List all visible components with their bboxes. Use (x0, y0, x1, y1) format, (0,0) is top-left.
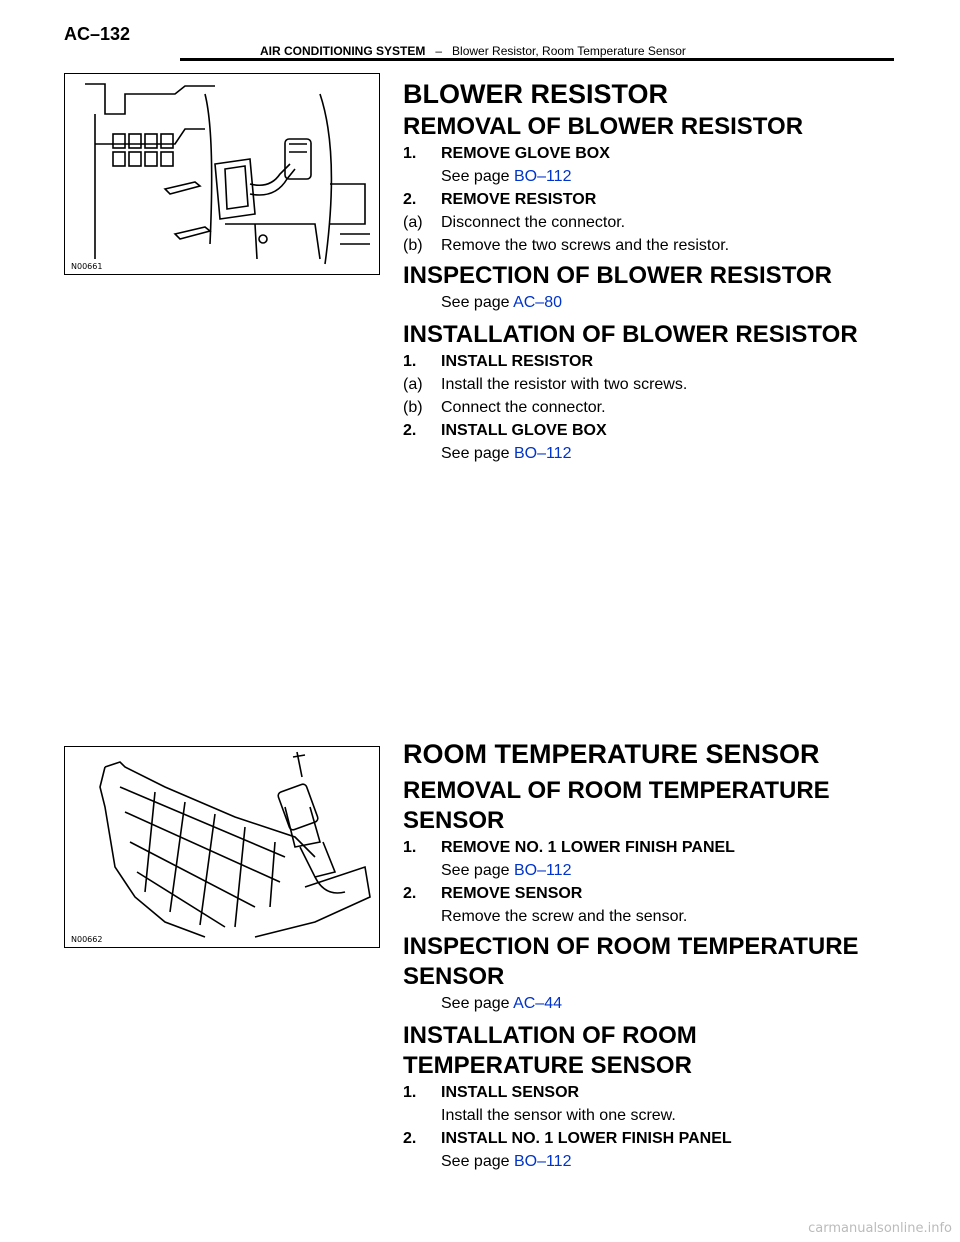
step-text: INSTALL NO. 1 LOWER FINISH PANEL (441, 1130, 732, 1147)
see-page (403, 992, 903, 1015)
header-rule (180, 58, 894, 61)
installation-heading: INSTALLATION OF ROOM (403, 1022, 697, 1049)
see-page (403, 165, 903, 188)
page-link[interactable]: AC–44 (513, 995, 562, 1012)
step-2 (403, 882, 903, 905)
step-2 (403, 1127, 903, 1150)
substep-text: Remove the two screws and the resistor. (441, 237, 730, 254)
see-page-label: See page (441, 1153, 514, 1170)
step-number: 1. (403, 1084, 417, 1101)
substep-label: (a) (403, 214, 423, 231)
header-dash: – (435, 44, 443, 58)
page-link[interactable]: BO–112 (513, 862, 572, 879)
running-header (260, 44, 686, 58)
step-number: 2. (403, 191, 417, 208)
step-1 (403, 142, 903, 165)
step-number: 2. (403, 422, 417, 439)
step-text: REMOVE NO. 1 LOWER FINISH PANEL (441, 839, 735, 856)
step-1 (403, 350, 903, 373)
inspection-heading: INSPECTION OF ROOM TEMPERATURE (403, 933, 859, 960)
step-number: 1. (403, 353, 417, 370)
header-system: AIR CONDITIONING SYSTEM (260, 44, 426, 58)
removal-heading: REMOVAL OF BLOWER RESISTOR (403, 113, 804, 140)
step-number: 2. (403, 1130, 417, 1147)
step-text: REMOVE SENSOR (441, 885, 583, 902)
figure-code: N00661 (71, 262, 103, 271)
substep-label: (b) (403, 237, 423, 254)
see-page-label: See page (441, 294, 514, 311)
blower-resistor-drawing (65, 74, 379, 274)
see-page-label: See page (441, 445, 514, 462)
substep-label: (b) (403, 399, 423, 416)
installation-heading: INSTALLATION OF BLOWER RESISTOR (403, 321, 858, 348)
step-number: 2. (403, 885, 417, 902)
header-section: Blower Resistor, Room Temperature Sensor (452, 44, 686, 58)
room-sensor-section (403, 738, 903, 1173)
step-detail: Install the sensor with one screw. (441, 1107, 676, 1124)
room-sensor-drawing (65, 747, 379, 947)
see-page (403, 291, 903, 314)
substep-text: Connect the connector. (441, 399, 606, 416)
substep-a (403, 211, 903, 234)
step-text: INSTALL RESISTOR (441, 353, 594, 370)
see-page-label: See page (441, 862, 514, 879)
step-detail: Remove the screw and the sensor. (441, 908, 688, 925)
removal-heading-cont: SENSOR (403, 807, 505, 834)
see-page (403, 859, 903, 882)
step-text: INSTALL GLOVE BOX (441, 422, 607, 439)
page-number: AC–132 (64, 24, 131, 44)
section-title: ROOM TEMPERATURE SENSOR (403, 739, 820, 769)
see-page (403, 1150, 903, 1173)
section-title: BLOWER RESISTOR (403, 79, 669, 109)
page-link[interactable]: BO–112 (513, 445, 572, 462)
page-link[interactable]: BO–112 (513, 168, 572, 185)
blower-resistor-section (403, 78, 903, 465)
substep-text: Disconnect the connector. (441, 214, 626, 231)
step-2 (403, 188, 903, 211)
see-page-label: See page (441, 168, 514, 185)
step-number: 1. (403, 839, 417, 856)
removal-heading: REMOVAL OF ROOM TEMPERATURE (403, 777, 830, 804)
substep-text: Install the resistor with two screws. (441, 376, 688, 393)
substep-b (403, 396, 903, 419)
watermark: carmanualsonline.info (808, 1221, 952, 1236)
blower-resistor-figure (64, 73, 380, 275)
inspection-heading: INSPECTION OF BLOWER RESISTOR (403, 262, 832, 289)
installation-heading-cont: TEMPERATURE SENSOR (403, 1052, 692, 1079)
see-page (403, 442, 903, 465)
figure-code: N00662 (71, 935, 103, 944)
substep-label: (a) (403, 376, 423, 393)
step-number: 1. (403, 145, 417, 162)
see-page-label: See page (441, 995, 514, 1012)
page-link[interactable]: BO–112 (513, 1153, 572, 1170)
step-text: REMOVE RESISTOR (441, 191, 597, 208)
step-text: INSTALL SENSOR (441, 1084, 580, 1101)
inspection-heading-cont: SENSOR (403, 963, 505, 990)
substep-a (403, 373, 903, 396)
step-1 (403, 1081, 903, 1104)
room-sensor-figure (64, 746, 380, 948)
substep-b (403, 234, 903, 257)
page-link[interactable]: AC–80 (513, 294, 562, 311)
step-1 (403, 836, 903, 859)
step-2 (403, 419, 903, 442)
step-text: REMOVE GLOVE BOX (441, 145, 610, 162)
